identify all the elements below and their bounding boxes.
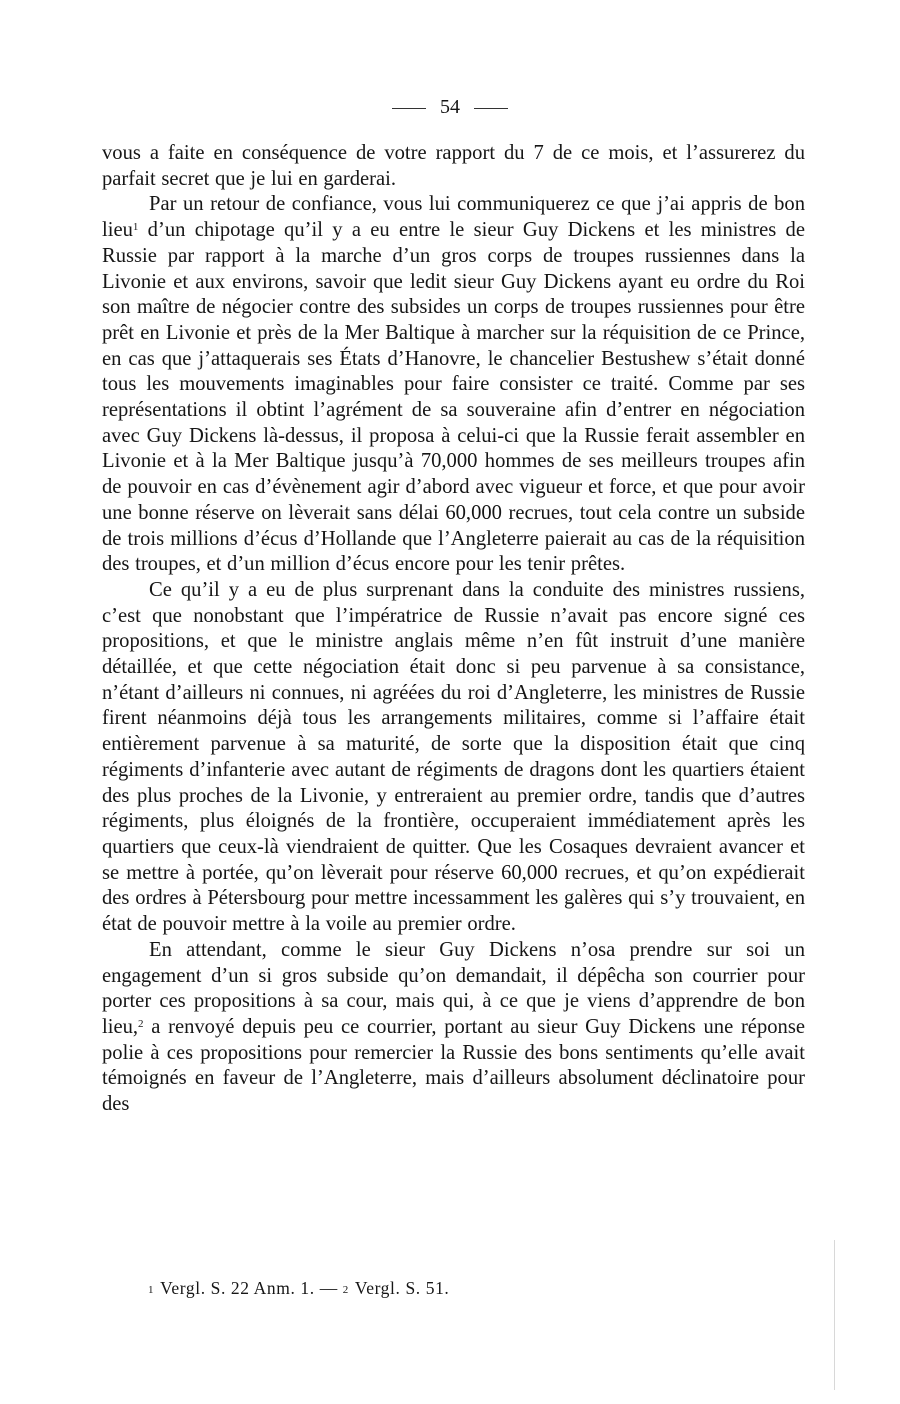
paragraph-text: Par un retour de confiance, vous lui communiquerez ce que j’ai appris de bon lieu <box>102 193 805 242</box>
footnote-reference: 1 <box>132 221 139 234</box>
footnote-separator: — <box>319 1278 338 1298</box>
footnote-reference: 2 <box>138 1017 144 1030</box>
header-left-rule <box>392 108 426 109</box>
paragraph-text: d’un chipotage qu’il y a eu entre le sieur Guy Dickens et les ministres de Russie par rapport à la marche d’un gros corps de troupes russiennes dans la Livonie et aux environs, savoir que ledit sieur Guy Dickens ayant eu ordre du Roi son maître de négocier contre des subsides un corps de troupes russiennes pour être prêt en Livonie et près de la Mer Baltique à marcher sur la réquisition de ce Prince, en cas que j’attaquerais ses États d’Hanovre, le chancelier Bestushew s’était donné tous les mouvements imaginables pour faire consister ce traité. Comme par ses représentations il obtint l’agrément de sa souveraine afin d’entrer en négociation avec Guy Dickens là-dessus, il proposa à celui-ci que la Russie ferait assembler en Livonie et à la Mer Baltique jusqu’à 70,000 hommes de ses meilleurs troupes afin de pouvoir en cas d’évènement agir d’abord avec vigueur et force, et que pour avoir une bonne réserve on lèverait sans délai 60,000 recrues, tout cela contre un subside de trois millions d’écus d’Hollande que l’Angleterre paierait au cas de la réquisition des troupes, et d’un million d’écus encore pour les tenir prêtes. <box>102 219 805 576</box>
footnote-2-text: Vergl. S. 51. <box>354 1278 450 1298</box>
paragraph <box>102 578 805 938</box>
paragraph-text: En attendant, comme le sieur Guy Dickens n’osa prendre sur soi un engagement d’un si gros subside qu’on demandait, il dépêcha son courrier pour porter ces propositions à sa cour, mais qui, à ce que je viens d’apprendre de bon lieu, <box>102 938 805 1038</box>
body-text <box>102 141 805 1118</box>
footnote-2-marker: 2 <box>342 1284 349 1296</box>
footnote-1-text: Vergl. S. 22 Anm. 1. <box>160 1278 315 1298</box>
header-right-rule <box>474 108 508 109</box>
paragraph-text: Ce qu’il y a eu de plus surprenant dans la conduite des ministres russiens, c’est que nonobstant que l’impératrice de Russie n’avait pas encore signé ces propositions, et que le ministre anglais même n’en fût instruit d’une manière détaillée, et que cette négociation était donc si peu parvenue à sa consistance, n’étant d’ailleurs ni connues, ni agréées du roi d’Angleterre, les ministres de Russie firent néanmoins déjà tous les arrangements militaires, comme si l’affaire était entièrement parvenue à sa maturité, de sorte que la disposition était que cinq régiments d’infanterie avec autant de régiments de dragons dont les quartiers étaient des plus proches de la Livonie, y entreraient au premier ordre, tandis que d’autres régiments, plus éloignés de la frontière, occuperaient immédiatement après les quartiers que ceux-là viendraient de quitter. Que les Cosaques devraient avancer et se mettre à portée, qu’on lèverait pour réserve 60,000 recrues, et qu’on expédierait des ordres à Pétersbourg pour mettre incessamment les galères qui s’y trouvaient, en état de pouvoir mettre à la voile au premier ordre. <box>102 578 805 936</box>
page-number: 54 <box>440 96 460 118</box>
footnotes <box>148 1278 798 1299</box>
page-header <box>0 96 900 119</box>
paragraph <box>102 192 805 578</box>
footnote-1-marker: 1 <box>148 1284 155 1296</box>
paragraph-text: a renvoyé depuis peu ce courrier, portant au sieur Guy Dickens une réponse polie à ces propositions pour remercier la Russie des bons sentiments qu’elle avait témoignés en faveur de l’Angleterre, mais d’ailleurs absolument déclinatoire pour des <box>102 1015 805 1116</box>
paragraph <box>102 938 805 1118</box>
paragraph <box>102 141 805 192</box>
paragraph-text: vous a faite en conséquence de votre rapport du 7 de ce mois, et l’assurerez du parfait secret que je lui en garderai. <box>102 142 805 190</box>
scan-edge-line <box>834 1240 835 1390</box>
